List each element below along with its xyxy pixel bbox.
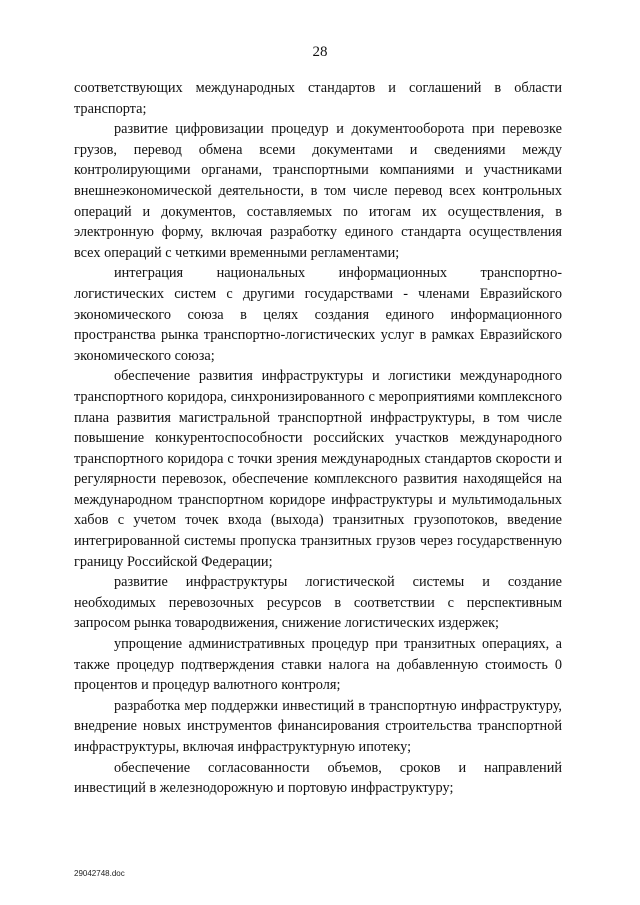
paragraph-continuation: соответствующих международных стандартов и соглашений в области транспорта; bbox=[74, 80, 562, 117]
paragraph-logistics-system: развитие инфраструктуры логистической системы и создание необходимых перевозочных ресурсов в соответствии с перспективным запросом рынка товародвижения, снижение логистических издержек; bbox=[74, 574, 562, 632]
page-number: 28 bbox=[312, 44, 328, 60]
paragraph-integration: интеграция национальных информационных транспортно-логистических систем с другими государствами - членами Евразийского экономического союза в целях создания единого информационного пространства рынка транспортно-логистических услуг в рамках Евразийского экономического союза; bbox=[74, 265, 562, 364]
paragraph-digitalization: развитие цифровизации процедур и документооборота при перевозке грузов, перевод обмена всеми документами и сведениями между контролирующими органами, транспортными компаниями и участниками внешнеэкономической деятельности, в том числе перевод всех контрольных операций и документов, составляемых по итогам их осуществления, в электронную форму, включая разработку единого стандарта осуществления всех операций с четкими временными регламентами; bbox=[74, 121, 562, 261]
paragraph-corridor-development: обеспечение развития инфраструктуры и логистики международного транспортного коридора, синхронизированного с мероприятиями комплексного плана развития магистральной транспортной инфраструктуры, в том числе повышение конкурентоспособности российских участков международного транспортного коридора с точки зрения международных стандартов скорости и регулярности перевозок, обеспечение комплексного развития находящейся на международном транспортном коридоре инфраструктуры и мультимодальных хабов с учетом точек входа (выхода) транзитных грузопотоков, введение интегрированной системы пропуска транзитных грузов через государственную границу Российской Федерации; bbox=[74, 368, 562, 570]
paragraph-investment-coordination: обеспечение согласованности объемов, сроков и направлений инвестиций в железнодорожную и портовую инфраструктуру; bbox=[74, 759, 562, 797]
document-body bbox=[74, 78, 562, 799]
paragraph-investment-support: разработка мер поддержки инвестиций в транспортную инфраструктуру, внедрение новых инструментов финансирования строительства транспортной инфраструктуры, включая инфраструктурную ипотеку; bbox=[74, 697, 562, 755]
footer-filename: 29042748.doc bbox=[74, 869, 125, 878]
paragraph-simplification: упрощение административных процедур при транзитных операциях, а также процедур подтверждения ставки налога на добавленную стоимость 0 процентов и процедур валютного контроля; bbox=[74, 636, 562, 694]
